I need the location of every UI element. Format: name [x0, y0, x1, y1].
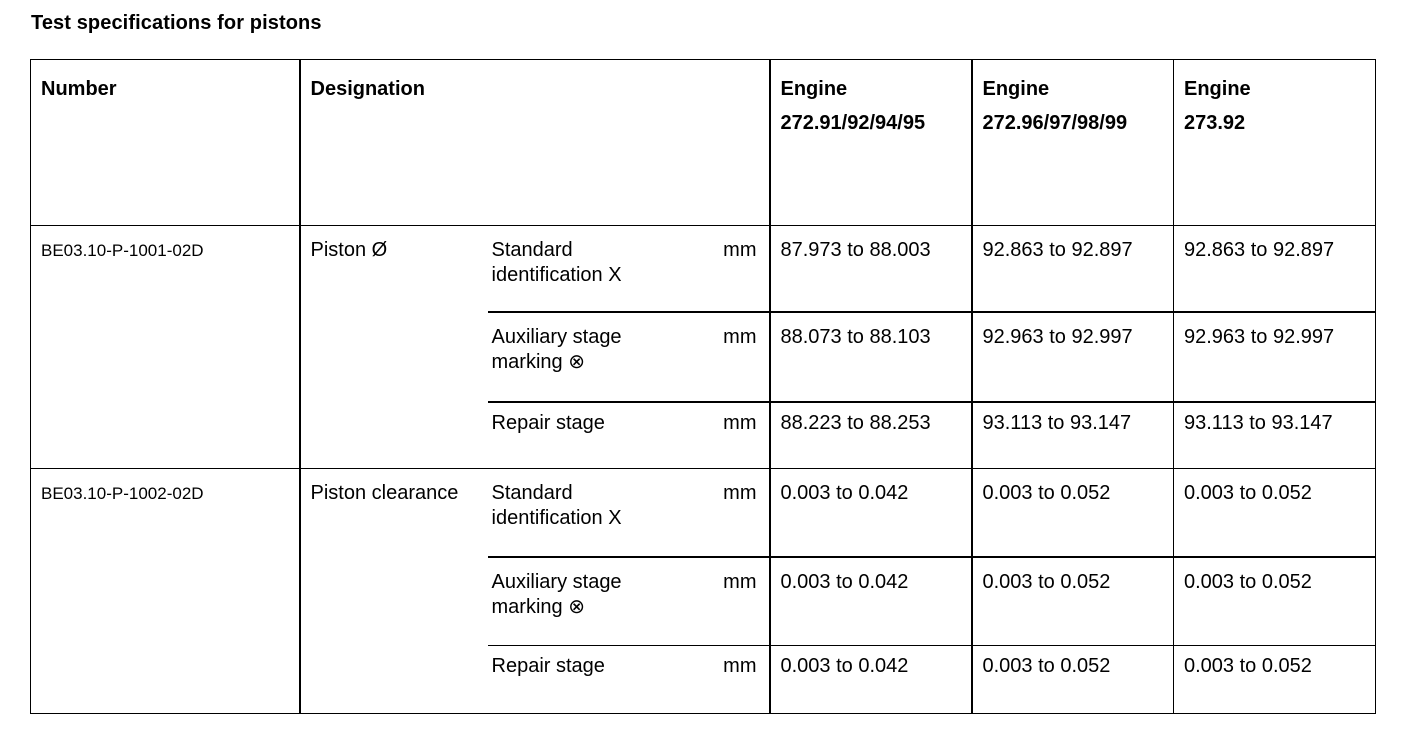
value-engine-3: 92.963 to 92.997 — [1174, 312, 1376, 402]
stage-line-2: identification X — [491, 264, 622, 286]
stage-line-2: identification X — [491, 507, 622, 529]
header-engine-1-models: 272.91/92/94/95 — [780, 112, 926, 134]
unit: mm — [700, 469, 770, 558]
header-engine-2-label: Engine — [982, 78, 1050, 100]
value-engine-1: 88.223 to 88.253 — [770, 402, 972, 469]
unit: mm — [700, 312, 770, 402]
stage-line-1: Repair stage — [491, 655, 605, 677]
unit: mm — [700, 226, 770, 313]
stage-line-1: Standard — [491, 482, 573, 504]
stage-line-2: marking ⊗ — [491, 351, 585, 373]
value-engine-2: 92.863 to 92.897 — [972, 226, 1174, 313]
group-number: BE03.10-P-1002-02D — [31, 469, 300, 714]
value-engine-2: 0.003 to 0.052 — [972, 469, 1174, 558]
value-engine-3: 93.113 to 93.147 — [1174, 402, 1376, 469]
group-designation: Piston clearance — [300, 469, 488, 714]
header-row — [31, 60, 1376, 226]
piston-spec-table — [30, 59, 1376, 714]
page-title: Test specifications for pistons — [31, 12, 322, 34]
stage-line-1: Standard — [491, 239, 573, 261]
value-engine-3: 0.003 to 0.052 — [1174, 557, 1376, 646]
header-engine-3-label: Engine — [1184, 78, 1251, 100]
stage-label — [488, 312, 700, 402]
stage-line-1: Auxiliary stage — [491, 326, 622, 348]
value-engine-2: 0.003 to 0.052 — [972, 557, 1174, 646]
header-engine-3 — [1174, 60, 1376, 226]
header-engine-2 — [972, 60, 1174, 226]
stage-line-2: marking ⊗ — [491, 596, 585, 618]
stage-label — [488, 402, 700, 469]
stage-label — [488, 646, 700, 714]
value-engine-2: 0.003 to 0.052 — [972, 646, 1174, 714]
value-engine-1: 0.003 to 0.042 — [770, 557, 972, 646]
unit: mm — [700, 402, 770, 469]
unit: mm — [700, 646, 770, 714]
value-engine-3: 0.003 to 0.052 — [1174, 646, 1376, 714]
stage-line-1: Repair stage — [491, 412, 605, 434]
value-engine-1: 0.003 to 0.042 — [770, 469, 972, 558]
header-designation: Designation — [300, 60, 770, 226]
header-engine-3-models: 273.92 — [1184, 112, 1246, 134]
stage-label — [488, 226, 700, 313]
value-engine-2: 93.113 to 93.147 — [972, 402, 1174, 469]
stage-line-1: Auxiliary stage — [491, 571, 622, 593]
unit: mm — [700, 557, 770, 646]
group-number: BE03.10-P-1001-02D — [31, 226, 300, 469]
header-engine-1-label: Engine — [780, 78, 848, 100]
value-engine-3: 0.003 to 0.052 — [1174, 469, 1376, 558]
value-engine-3: 92.863 to 92.897 — [1174, 226, 1376, 313]
stage-label — [488, 469, 700, 558]
group-designation: Piston Ø — [300, 226, 488, 469]
header-number: Number — [31, 60, 300, 226]
header-engine-1 — [770, 60, 972, 226]
value-engine-1: 88.073 to 88.103 — [770, 312, 972, 402]
table-row — [31, 469, 1376, 558]
value-engine-2: 92.963 to 92.997 — [972, 312, 1174, 402]
value-engine-1: 0.003 to 0.042 — [770, 646, 972, 714]
table-row — [31, 226, 1376, 313]
value-engine-1: 87.973 to 88.003 — [770, 226, 972, 313]
stage-label — [488, 557, 700, 646]
header-engine-2-models: 272.96/97/98/99 — [982, 112, 1128, 134]
